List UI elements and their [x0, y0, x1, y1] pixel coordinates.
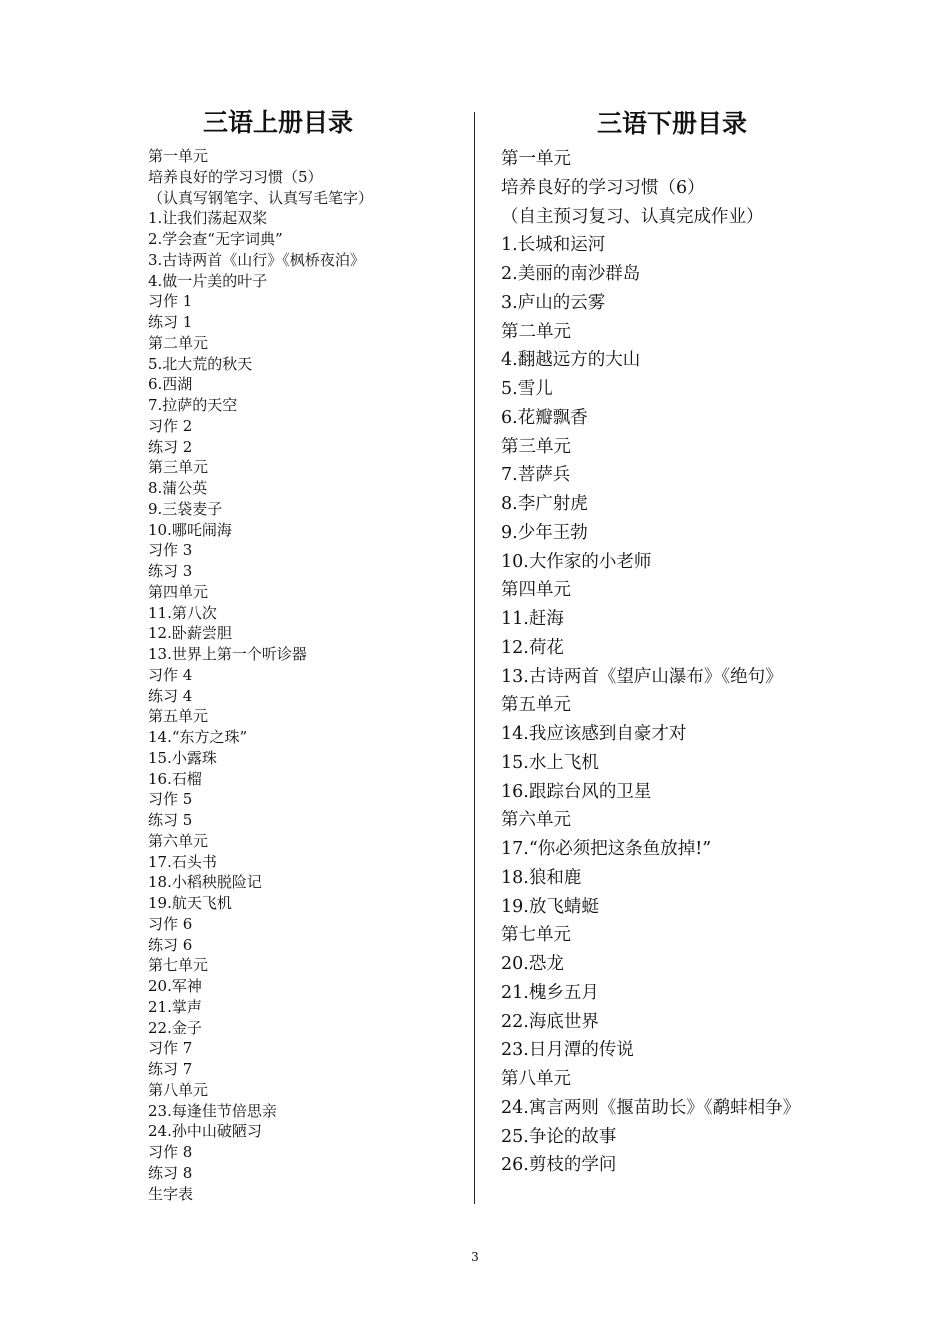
toc-entry: 11.第八次 — [148, 603, 217, 622]
toc-entry: 21.掌声 — [148, 997, 202, 1016]
toc-entry: 练习 4 — [148, 686, 193, 705]
toc-entry: 9.少年王勃 — [501, 522, 588, 543]
toc-entry: 14.我应该感到自豪才对 — [501, 724, 687, 744]
toc-entry: 第四单元 — [501, 580, 571, 601]
toc-entry: 第二单元 — [148, 333, 209, 352]
toc-entry: 4.做一片美的叶子 — [148, 271, 268, 290]
toc-entry: 生字表 — [148, 1184, 194, 1203]
toc-entry: 习作 1 — [148, 292, 193, 311]
toc-entry: 第七单元 — [148, 956, 209, 975]
toc-entry: 10.大作家的小老师 — [501, 551, 652, 572]
toc-entry: 练习 1 — [148, 313, 193, 331]
toc-entry: 6.西湖 — [148, 375, 193, 394]
page-number: 3 — [471, 1250, 479, 1264]
toc-entry: 5.北大荒的秋天 — [148, 354, 253, 373]
toc-entry: 15.水上飞机 — [501, 752, 599, 773]
toc-entry: 培养良好的学习习惯（5） — [148, 167, 323, 186]
toc-entry: 15.小露珠 — [148, 748, 217, 767]
toc-entry: 第六单元 — [501, 810, 571, 831]
toc-volume-1-list — [148, 146, 458, 1204]
toc-entry: 第二单元 — [501, 321, 571, 342]
toc-volume-2-title: 三语下册目录 — [597, 109, 748, 138]
toc-entry: 1.让我们荡起双桨 — [148, 209, 268, 228]
toc-entry: 第七单元 — [501, 925, 571, 946]
toc-entry: 16.石榴 — [148, 769, 202, 788]
toc-entry: （认真写钢笔字、认真写毛笔字） — [148, 188, 374, 207]
toc-entry: 19.航天飞机 — [148, 894, 232, 912]
toc-entry: 第四单元 — [148, 582, 209, 601]
toc-entry: 练习 2 — [148, 437, 193, 456]
toc-entry: 8.蒲公英 — [148, 479, 208, 497]
toc-entry: 7.拉萨的天空 — [148, 396, 238, 414]
toc-entry: 1.长城和运河 — [501, 235, 606, 256]
toc-entry: 第八单元 — [148, 1080, 209, 1099]
toc-entry: 10.哪吒闹海 — [148, 520, 232, 539]
toc-entry: 21.槐乡五月 — [501, 982, 599, 1003]
toc-entry: 12.卧薪尝胆 — [148, 624, 232, 643]
toc-entry: 练习 6 — [148, 935, 193, 954]
toc-entry: 2.美丽的南沙群岛 — [501, 264, 641, 284]
toc-entry: 第五单元 — [148, 707, 209, 726]
toc-entry: 第五单元 — [501, 695, 571, 716]
toc-entry: 18.狼和鹿 — [501, 867, 582, 888]
toc-entry: 23.每逢佳节倍思亲 — [148, 1101, 277, 1120]
toc-entry: 22.海底世界 — [501, 1011, 599, 1032]
toc-entry: 16.跟踪台风的卫星 — [501, 781, 652, 802]
toc-entry: 习作 8 — [148, 1143, 193, 1161]
toc-entry: 习作 6 — [148, 914, 193, 933]
toc-entry: 第八单元 — [501, 1069, 571, 1089]
toc-volume-1 — [148, 104, 458, 1204]
toc-entry: 练习 8 — [148, 1163, 193, 1182]
toc-entry: 第六单元 — [148, 831, 209, 850]
toc-entry: 20.军神 — [148, 977, 202, 995]
toc-entry: 习作 3 — [148, 541, 193, 560]
toc-entry: 培养良好的学习习惯（6） — [501, 177, 705, 198]
toc-entry: 习作 2 — [148, 416, 193, 435]
toc-entry: 习作 5 — [148, 790, 193, 809]
toc-entry: 22.金子 — [148, 1018, 202, 1037]
toc-entry: 第三单元 — [148, 458, 209, 477]
toc-entry: （自主预习复习、认真完成作业） — [501, 206, 764, 227]
toc-entry: 练习 3 — [148, 562, 193, 580]
toc-volume-1-title: 三语上册目录 — [202, 108, 353, 137]
toc-entry: 7.菩萨兵 — [501, 465, 571, 486]
toc-entry: 25.争论的故事 — [501, 1126, 617, 1147]
toc-entry: 2.学会查“无字词典” — [148, 230, 283, 248]
toc-entry: 第三单元 — [501, 436, 571, 457]
toc-entry: 20.恐龙 — [501, 954, 564, 974]
toc-entry: 14.“东方之珠” — [148, 728, 248, 746]
toc-entry: 6.花瓣飘香 — [501, 407, 588, 428]
toc-volume-2 — [501, 104, 861, 1180]
toc-entry: 4.翻越远方的大山 — [501, 350, 641, 371]
toc-entry: 练习 5 — [148, 811, 193, 829]
toc-entry: 习作 4 — [148, 665, 193, 684]
toc-entry: 第一单元 — [501, 149, 571, 169]
toc-entry: 24.寓言两则《揠苗助长》《鹬蚌相争》 — [501, 1097, 801, 1118]
toc-entry: 13.世界上第一个听诊器 — [148, 645, 307, 663]
toc-entry: 12.荷花 — [501, 637, 564, 658]
toc-entry: 11.赶海 — [501, 609, 564, 629]
toc-entry: 练习 7 — [148, 1060, 193, 1078]
toc-entry: 23.日月潭的传说 — [501, 1040, 634, 1061]
toc-entry: 8.李广射虎 — [501, 494, 588, 514]
toc-entry: 17.石头书 — [148, 852, 217, 871]
toc-entry: 19.放飞蜻蜓 — [501, 896, 599, 917]
toc-entry: 13.古诗两首《望庐山瀑布》《绝句》 — [501, 666, 783, 687]
toc-entry: 9.三袋麦子 — [148, 499, 223, 518]
toc-entry: 3.庐山的云雾 — [501, 292, 606, 313]
column-divider — [474, 112, 475, 1204]
toc-entry: 18.小稻秧脱险记 — [148, 873, 262, 892]
toc-entry: 24.孙中山破陋习 — [148, 1122, 262, 1141]
toc-entry: 17.“你必须把这条鱼放掉!” — [501, 839, 712, 859]
toc-entry: 第一单元 — [148, 147, 209, 165]
toc-entry: 26.剪枝的学问 — [501, 1155, 617, 1176]
toc-entry: 3.古诗两首《山行》《枫桥夜泊》 — [148, 250, 365, 269]
toc-volume-2-list — [501, 145, 861, 1180]
toc-entry: 5.雪儿 — [501, 379, 553, 399]
toc-entry: 习作 7 — [148, 1039, 193, 1058]
